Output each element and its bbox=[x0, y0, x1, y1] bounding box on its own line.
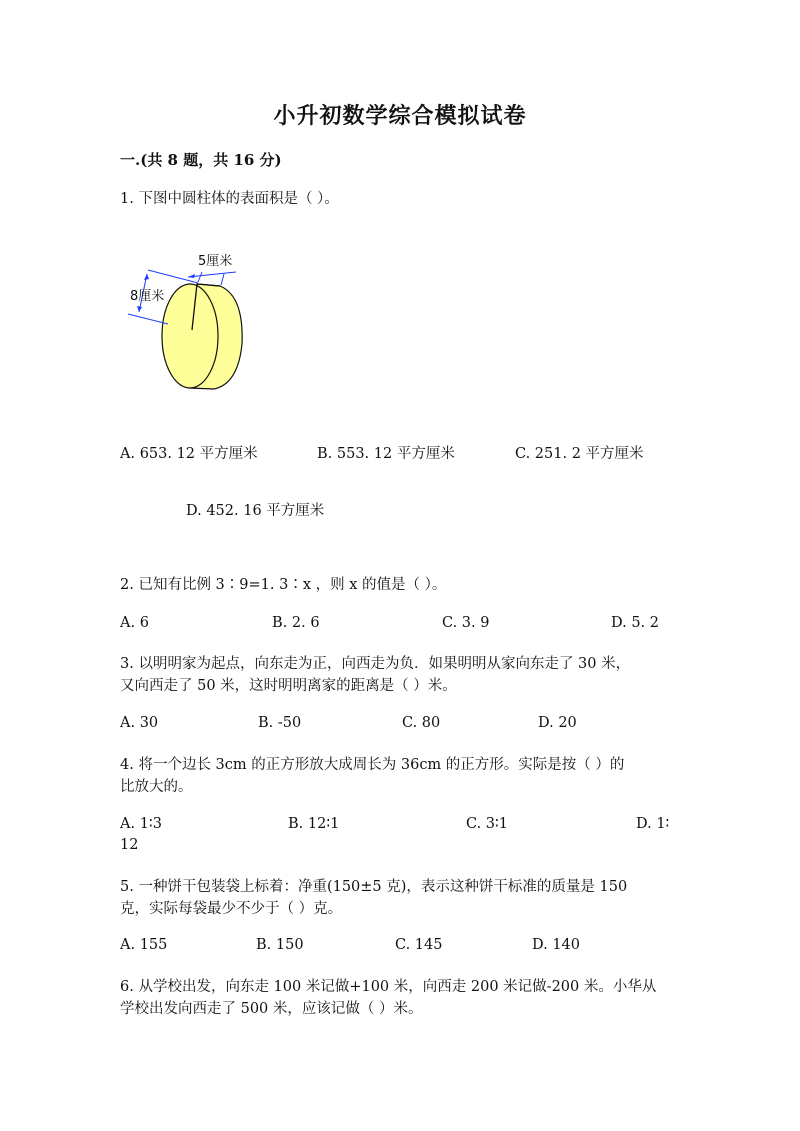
q3-option-b: B. -50 bbox=[258, 715, 302, 731]
q1-option-a: A. 653. 12 平方厘米 bbox=[120, 446, 258, 462]
q2-option-d: D. 5. 2 bbox=[611, 615, 659, 631]
dim-tick-left bbox=[198, 272, 202, 282]
question-2-text: 2. 已知有比例 3∶9=1. 3∶x ，则 x 的值是（ ）。 bbox=[120, 577, 447, 593]
height-label: 8厘米 bbox=[130, 289, 165, 304]
page-title: 小升初数学综合模拟试卷 bbox=[273, 103, 527, 129]
q1-option-d: D. 452. 16 平方厘米 bbox=[186, 503, 325, 519]
q2-option-a: A. 6 bbox=[120, 615, 149, 631]
q1-option-c: C. 251. 2 平方厘米 bbox=[515, 446, 644, 462]
q5-option-b: B. 150 bbox=[256, 937, 304, 953]
q5-option-d: D. 140 bbox=[532, 937, 581, 953]
arrow-left-icon bbox=[188, 274, 195, 278]
q4-option-d: D. 1∶ bbox=[636, 816, 670, 832]
q5-option-c: C. 145 bbox=[395, 937, 443, 953]
q4-option-b: B. 12∶1 bbox=[288, 816, 340, 832]
question-3-line-2: 又向西走了 50 米，这时明明离家的距离是（ ）米。 bbox=[120, 678, 457, 694]
question-6-line-1: 6. 从学校出发，向东走 100 米记做+100 米，向西走 200 米记做-200 米。小华从 bbox=[120, 979, 657, 995]
q4-option-d-wrap: 12 bbox=[120, 837, 139, 853]
question-6-line-2: 学校出发向西走了 500 米，应该记做（ ）米。 bbox=[120, 1001, 423, 1017]
q1-option-b: B. 553. 12 平方厘米 bbox=[317, 446, 455, 462]
q3-option-a: A. 30 bbox=[120, 715, 159, 731]
question-3-line-1: 3. 以明明家为起点，向东走为正，向西走为负．如果明明从家向东走了 30 米， bbox=[120, 656, 631, 672]
cylinder-front-face bbox=[162, 284, 218, 388]
q3-option-d: D. 20 bbox=[538, 715, 577, 731]
dim-extension-bottom bbox=[128, 314, 168, 324]
q3-option-c: C. 80 bbox=[402, 715, 441, 731]
question-1-text: 1. 下图中圆柱体的表面积是（ ）。 bbox=[120, 191, 339, 207]
q2-option-c: C. 3. 9 bbox=[442, 615, 490, 631]
q2-option-b: B. 2. 6 bbox=[272, 615, 320, 631]
question-4-line-1: 4. 将一个边长 3cm 的正方形放大成周长为 36cm 的正方形。实际是按（ ）的 bbox=[120, 757, 625, 773]
dim-line-width bbox=[188, 272, 236, 277]
question-4-line-2: 比放大的。 bbox=[120, 779, 193, 795]
arrow-down-icon bbox=[137, 306, 142, 312]
question-5-line-2: 克，实际每袋最少不少于（ ）克。 bbox=[120, 901, 343, 917]
section-header: 一.(共 8 题，共 16 分) bbox=[120, 151, 282, 169]
question-5-line-1: 5. 一种饼干包装袋上标着：净重(150±5 克)，表示这种饼干标准的质量是 150 bbox=[120, 879, 628, 895]
cylinder-figure bbox=[122, 246, 262, 396]
q4-option-c: C. 3∶1 bbox=[466, 816, 509, 832]
q4-option-a: A. 1∶3 bbox=[120, 816, 162, 832]
dim-tick-right bbox=[221, 274, 224, 285]
q5-option-a: A. 155 bbox=[120, 937, 168, 953]
radius-label: 5厘米 bbox=[198, 254, 233, 269]
